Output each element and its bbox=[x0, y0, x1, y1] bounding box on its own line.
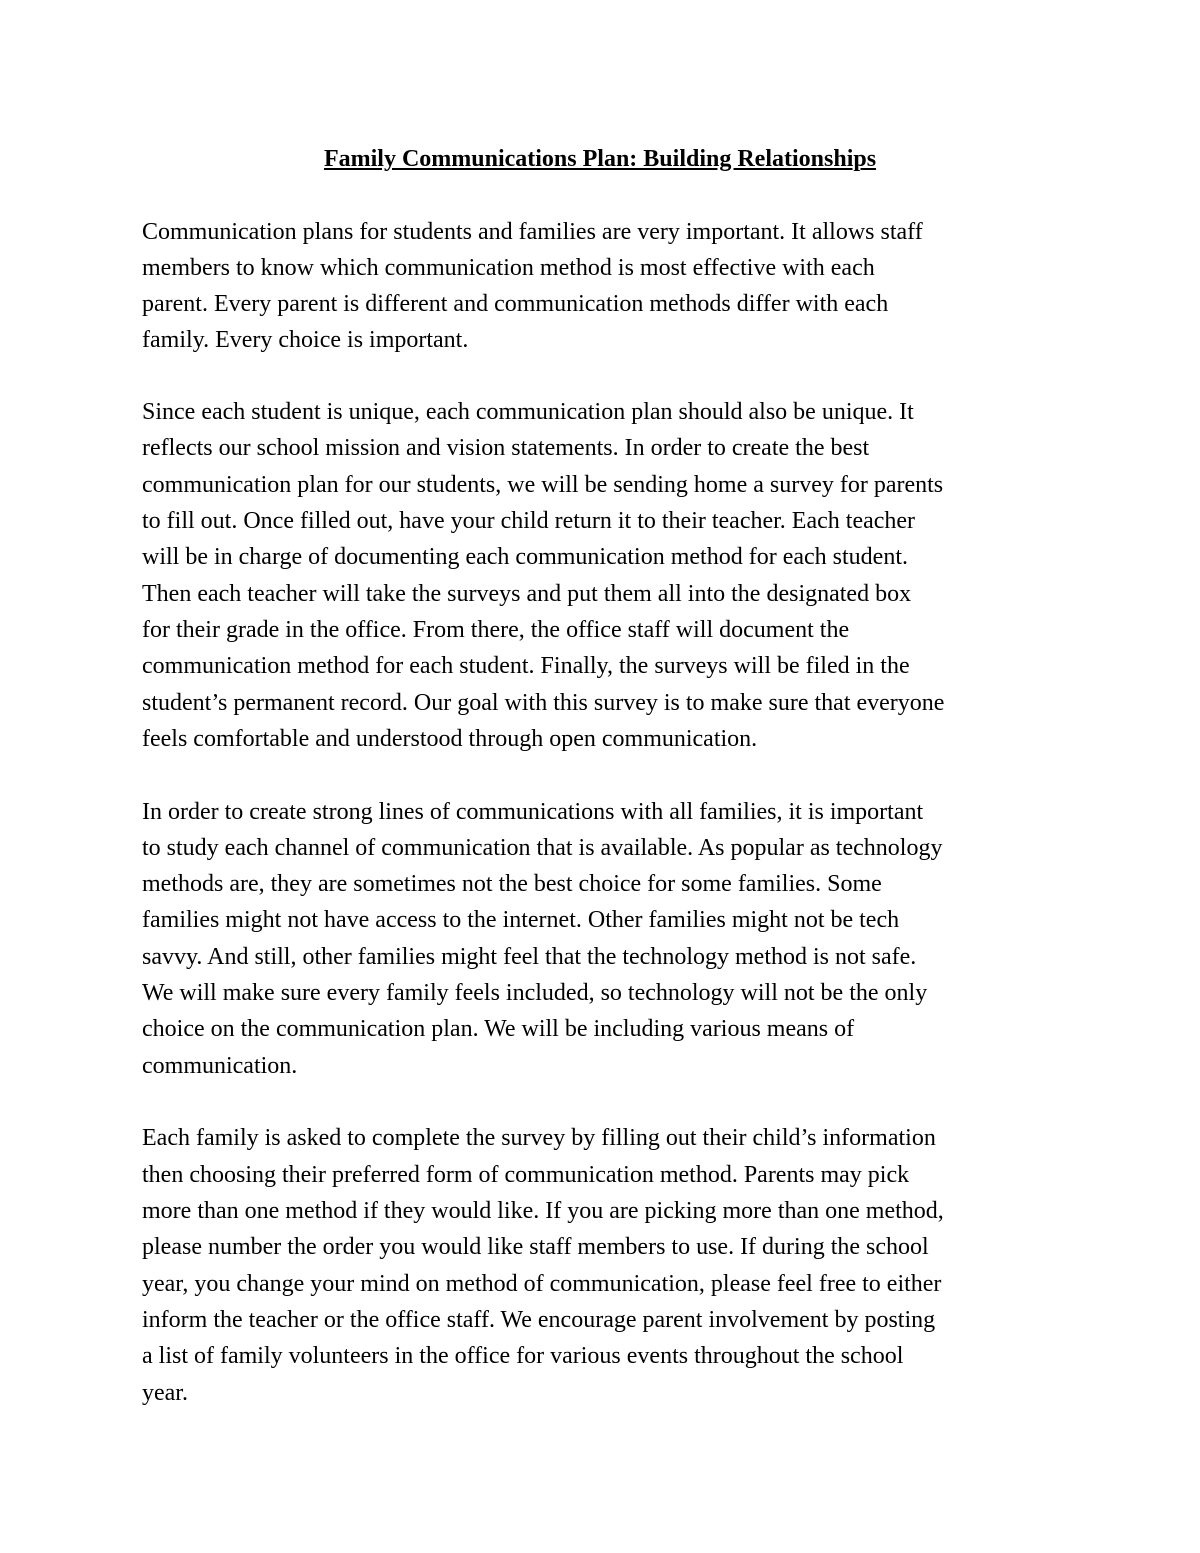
paragraph-line: Then each teacher will take the surveys and put them all into the designated box bbox=[142, 581, 912, 607]
paragraph-line: feels comfortable and understood through open communication. bbox=[142, 726, 758, 752]
paragraph-line: members to know which communication method is most effective with each bbox=[142, 255, 875, 281]
paragraph-line: year, you change your mind on method of communication, please feel free to either bbox=[142, 1271, 942, 1297]
paragraph-line: student’s permanent record. Our goal with this survey is to make sure that everyone bbox=[142, 690, 945, 716]
paragraph-line: year. bbox=[142, 1380, 188, 1406]
paragraph-line: communication method for each student. Finally, the surveys will be filed in the bbox=[142, 653, 910, 679]
paragraph-line: then choosing their preferred form of communication method. Parents may pick bbox=[142, 1162, 910, 1188]
paragraph-line: a list of family volunteers in the office for various events throughout the school bbox=[142, 1343, 904, 1369]
paragraph-line: communication. bbox=[142, 1053, 298, 1079]
paragraph-line: families might not have access to the internet. Other families might not be tech bbox=[142, 907, 900, 933]
document-title: Family Communications Plan: Building Relationships bbox=[323, 146, 877, 172]
paragraph-line: to fill out. Once filled out, have your child return it to their teacher. Each teacher bbox=[142, 508, 916, 534]
paragraph-line: family. Every choice is important. bbox=[142, 327, 469, 353]
paragraph-line: choice on the communication plan. We will be including various means of bbox=[142, 1016, 855, 1042]
paragraph-line: to study each channel of communication that is available. As popular as technology bbox=[142, 835, 943, 861]
paragraph-line: for their grade in the office. From there, the office staff will document the bbox=[142, 617, 850, 643]
paragraph-line: parent. Every parent is different and communication methods differ with each bbox=[142, 291, 889, 317]
paragraph-line: Since each student is unique, each communication plan should also be unique. It bbox=[142, 399, 914, 425]
paragraph-line: savvy. And still, other families might feel that the technology method is not safe. bbox=[142, 944, 917, 970]
paragraph-line: please number the order you would like staff members to use. If during the school bbox=[142, 1234, 929, 1260]
paragraph-line: more than one method if they would like. If you are picking more than one method, bbox=[142, 1198, 944, 1224]
paragraph-line: methods are, they are sometimes not the best choice for some families. Some bbox=[142, 871, 882, 897]
paragraph-line: We will make sure every family feels included, so technology will not be the only bbox=[142, 980, 928, 1006]
paragraph-line: will be in charge of documenting each communication method for each student. bbox=[142, 544, 908, 570]
paragraph-line: communication plan for our students, we will be sending home a survey for parents bbox=[142, 472, 944, 498]
paragraph-line: reflects our school mission and vision statements. In order to create the best bbox=[142, 435, 870, 461]
paragraph-line: Communication plans for students and families are very important. It allows staff bbox=[142, 219, 923, 245]
paragraph-line: In order to create strong lines of communications with all families, it is important bbox=[142, 799, 924, 825]
paragraph-line: Each family is asked to complete the survey by filling out their child’s information bbox=[142, 1125, 936, 1151]
paragraph-line: inform the teacher or the office staff. We encourage parent involvement by posting bbox=[142, 1307, 936, 1333]
